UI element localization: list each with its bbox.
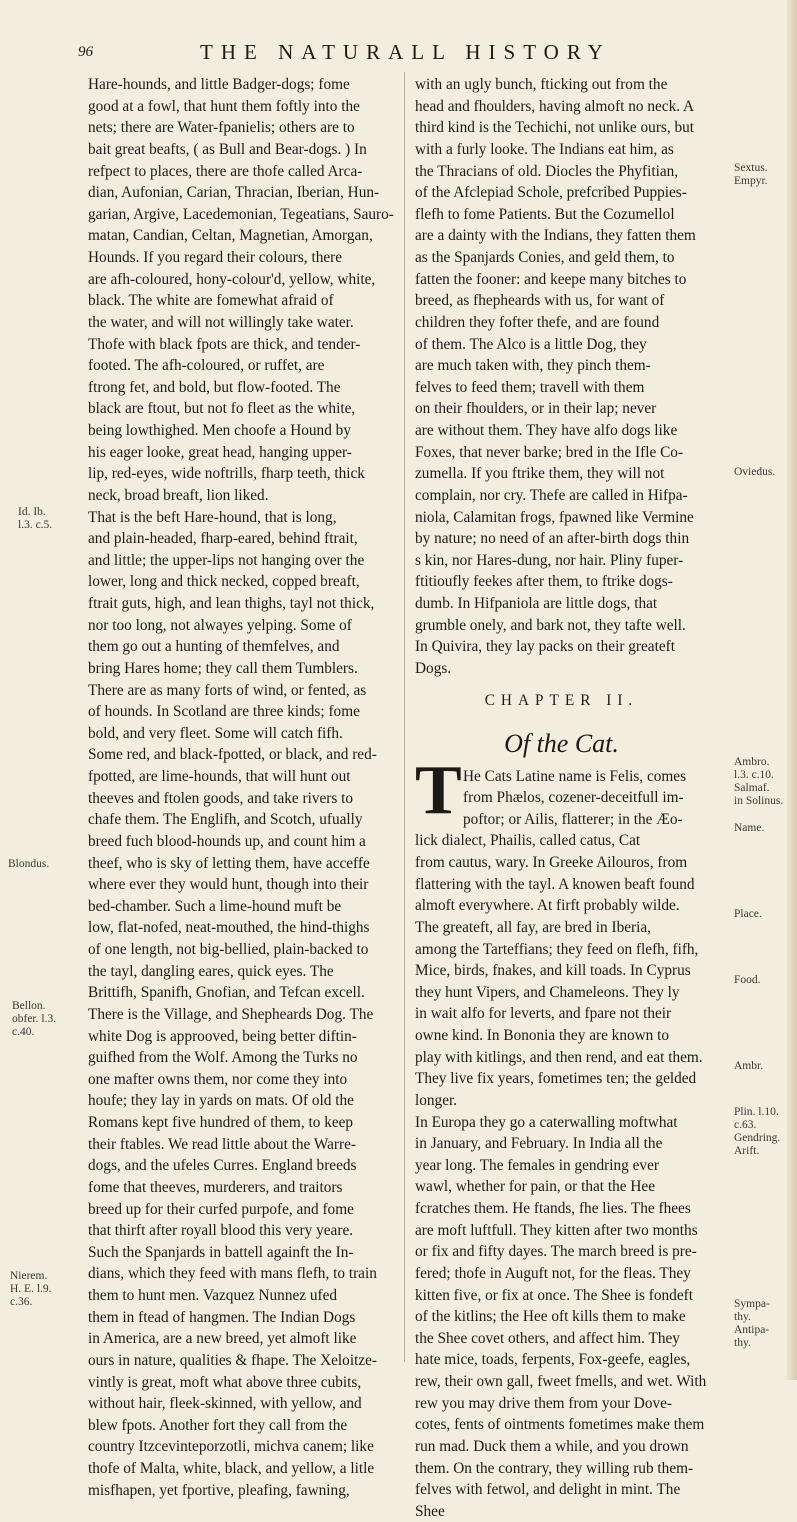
margin-note-left: Id. Ib. l.3. c.5. [18, 506, 53, 531]
text-line: bring Hares home; they call them Tumblers. [88, 659, 358, 677]
text-line: head and fhoulders, having almoft no neck. A [415, 97, 695, 115]
text-line: dian, Aufonian, Carian, Thracian, Iberian, Hun- [88, 184, 380, 202]
left-column [88, 74, 394, 1501]
text-line: chafe them. The Englifh, and Scotch, ufually [88, 811, 363, 829]
text-line: year long. The females in gendring ever [415, 1156, 659, 1174]
text-line: dumb. In Hifpaniola are little dogs, that [415, 595, 658, 612]
text-line: ours in nature, qualities & fhape. The Xeloitze- [88, 1351, 377, 1369]
text-line: There are as many forts of wind, or fented, as [88, 681, 367, 699]
page-edge [787, 0, 797, 1380]
text-line: children they fofter thefe, and are found [415, 313, 660, 331]
text-line: are without them. They have alfo dogs like [415, 422, 678, 439]
text-line: in wait alfo for leverts, and fpare not their [415, 1005, 672, 1023]
margin-note-right: Oviedus. [734, 466, 776, 478]
text-line: Hare-hounds, and little Badger-dogs; fome [88, 76, 350, 93]
text-line: ftrong fet, and bold, but flow-footed. The [88, 378, 341, 396]
text-line: of one length, not big-bellied, plain-backed to [88, 941, 369, 958]
text-line: In Quivira, they lay packs on their greateft [415, 638, 675, 656]
text-line: ftitioufly feekes after them, to ftrike dogs- [415, 573, 673, 591]
text-line: being lowthighed. Men choofe a Hound by [88, 422, 351, 439]
text-line: low, flat-nofed, neat-mouthed, the hind-thighs [88, 919, 370, 937]
text-line: s kin, nor Hares-dung, nor hair. Pliny fuper- [415, 551, 684, 569]
text-line: third kind is the Techichi, not unlike ours, but [415, 119, 695, 137]
text-line: rew you may drive them from your Dove- [415, 1394, 672, 1412]
text-line: thofe of Malta, white, black, and yellow, a litle [88, 1460, 375, 1477]
text-line: ftrait guts, high, and lean thighs, tayl not thick, [88, 595, 375, 612]
text-line: they hunt Vipers, and Chameleons. They ly [415, 983, 680, 1001]
text-line: fered; thofe in Auguft not, for the fleas. They [415, 1264, 691, 1282]
text-line: Such the Spanjards in battell againft the In- [88, 1243, 354, 1261]
text-line: country Itzcevinteporzotli, michva canem; like [88, 1438, 374, 1456]
text-line: footed. The afh-coloured, or ruffet, are [88, 357, 325, 375]
text-line: from cautus, wary. In Greeke Ailouros, from [415, 854, 688, 871]
text-line: They live fix years, fometimes ten; the gelded [415, 1070, 697, 1088]
text-line: Mice, birds, fnakes, and kill toads. In Cyprus [415, 962, 691, 980]
margin-note-right: Ambr. [734, 1060, 764, 1072]
text-line: are moft luftfull. They kitten after two months [415, 1221, 698, 1239]
text-line: lip, red-eyes, wide noftrills, fharp teeth, thick [88, 465, 365, 483]
text-line: bold, and very fleet. Some will catch fifh. [88, 724, 343, 742]
text-line: Brittifh, Spanifh, Gnofian, and Tefcan excell. [88, 984, 365, 1002]
text-line: black are ftout, but not fo fleet as the white, [88, 400, 356, 418]
text-line: them go out a hunting of themfelves, and [88, 638, 340, 656]
text-line: Romans kept five hundred of them, to keep [88, 1114, 354, 1131]
text-line: guifhed from the Wolf. Among the Turks no [88, 1049, 358, 1067]
text-line: them in ftead of hangmen. The Indian Dogs [88, 1308, 356, 1326]
text-line: lower, long and thick necked, copped breaft, [88, 573, 360, 591]
text-line: his eager looke, great head, hanging upper- [88, 443, 352, 461]
margin-note-left: Bellon. obfer. l.3. c.40. [12, 1000, 57, 1038]
text-line: blew fpots. Another fort they call from the [88, 1416, 348, 1434]
text-line: among the Tarteffians; they feed on flefh, fifh, [415, 940, 699, 958]
text-line: garian, Argive, Lacedemonian, Tegeatians, Sauro- [88, 205, 394, 223]
text-line: white Dog is approoved, being better diftin- [88, 1027, 357, 1045]
text-line: of the Afclepiad Schole, prefcribed Puppies- [415, 184, 687, 202]
text-line: flattering with the tayl. A knowen beaft found [415, 875, 695, 893]
text-line: or fix and fifty dayes. The march breed is pre- [415, 1243, 697, 1261]
text-line: breed up for their curfed purpofe, and fome [88, 1200, 354, 1218]
text-line: fatten the fooner: and keepe many bitches to [415, 270, 687, 288]
text-line: that thirft after royall blood this very yeare. [88, 1222, 354, 1240]
page-number: 96 [78, 44, 93, 60]
text-line: the tayl, dangling eares, quick eyes. The [88, 962, 334, 980]
chapter-heading: CHAPTER II. [484, 691, 639, 709]
chapter-subtitle: Of the Cat. [504, 728, 619, 758]
text-line: dians, which they feed with mans flefh, to train [88, 1265, 377, 1283]
text-line: them. On the contrary, they willing rub them- [415, 1459, 694, 1477]
text-line: are a dainty with the Indians, they fatten them [415, 227, 696, 245]
text-line: as the Spanjards Conies, and geld them, to [415, 249, 675, 266]
text-line: are much taken with, they pinch them- [415, 357, 651, 375]
text-line: owne kind. In Bononia they are known to [415, 1027, 670, 1044]
text-line: lick dialect, Phailis, called catus, Cat [415, 832, 641, 850]
text-line: zumella. If you ftrike them, they will not [415, 465, 665, 483]
text-line: Hounds. If you regard their colours, there [88, 249, 343, 266]
text-line: where ever they would hunt, though into their [88, 876, 369, 894]
running-head: THE NATURALL HISTORY [200, 40, 611, 64]
text-line: bait great beafts, ( as Bull and Bear-dogs. ) In [88, 140, 367, 158]
text-line: by nature; no need of an after-birth dogs thin [415, 530, 690, 548]
text-line: wawl, whether for pain, or that the Hee [415, 1178, 655, 1196]
text-line: kitten five, or fix at once. The Shee is fondeft [415, 1286, 693, 1304]
text-line: and little; the upper-lips not hanging over the [88, 551, 365, 569]
text-line: Dogs. [415, 659, 452, 677]
text-line: niola, Calamitan frogs, fpawned like Vermine [415, 508, 694, 526]
text-line: almoft everywhere. At firft probably wilde. [415, 897, 680, 915]
text-line: of them. The Alco is a little Dog, they [415, 335, 647, 353]
text-line: He Cats Latine name is Felis, comes [463, 767, 687, 785]
text-line: fcratches them. He ftands, fhe lies. The fhees [415, 1200, 691, 1217]
text-line: Shee [415, 1502, 445, 1520]
text-line: with an ugly bunch, fticking out from the [415, 76, 668, 93]
text-line: breed, as fhepheards with us, for want of [415, 292, 665, 310]
text-line: fome that theeves, murderers, and traitors [88, 1178, 343, 1196]
text-line: without hair, fleek-skinned, with yellow, and [88, 1395, 362, 1413]
text-line: longer. [415, 1091, 458, 1109]
text-line: felves to feed them; travell with them [415, 378, 645, 396]
text-line: in January, and February. In India all the [415, 1135, 663, 1153]
text-line: the water, and will not willingly take water. [88, 313, 354, 331]
text-line: fpotted, are lime-hounds, that will hunt out [88, 768, 351, 785]
drop-cap: T [415, 752, 462, 829]
text-line: That is the beft Hare-hound, that is long, [88, 508, 337, 526]
margin-note-right: Food. [734, 974, 761, 986]
margin-note-right: Plin. l.10. c.63. Gendring. Arift. [734, 1106, 781, 1157]
text-line: breed fuch blood-hounds up, and count him a [88, 832, 366, 850]
text-line: In Europa they go a caterwalling moftwhat [415, 1113, 678, 1131]
text-line: and plain-headed, fharp-eared, behind ftrait, [88, 530, 358, 548]
text-line: There is the Village, and Shepheards Dog. The [88, 1005, 374, 1023]
text-line: in America, are a new breed, yet almoft like [88, 1330, 357, 1348]
text-line: of hounds. In Scotland are three kinds; fome [88, 703, 360, 721]
margin-note-right: Ambro. l.3. c.10. Salmaf. in Solinus. [734, 756, 784, 807]
margin-note-right: Sympa- thy. Antipa- thy. [734, 1298, 770, 1349]
text-line: vintly is great, moft what above three cubits, [88, 1373, 362, 1391]
text-line: nets; there are Water-fpanielis; others are to [88, 119, 355, 137]
column-rule [404, 72, 405, 1362]
text-line: run mad. Duck them a while, and you drown [415, 1437, 689, 1455]
text-line: cotes, fents of ointments fometimes make them [415, 1416, 705, 1434]
margin-note-right: Name. [734, 822, 765, 834]
text-line: Thofe with black fpots are thick, and tender- [88, 335, 361, 353]
margin-note-left: Blondus. [8, 858, 50, 870]
text-line: grumble onely, and bark not, they tafte well. [415, 616, 686, 634]
text-line: neck, broad breaft, lion liked. [88, 486, 269, 504]
text-line: the Shee covet others, and affect him. They [415, 1329, 680, 1347]
text-line: their ftables. We read little about the Warre- [88, 1135, 356, 1153]
text-line: hate mice, toads, ferpents, Fox-geefe, eagles, [415, 1351, 691, 1369]
text-line: bed-chamber. Such a lime-hound muft be [88, 897, 342, 915]
margin-note-left: Nierem. H. E. l.9. c.36. [10, 1270, 52, 1308]
text-line: rew, their own gall, fweet fmells, and wet. With [415, 1373, 707, 1390]
text-line: play with kitlings, and then rend, and eat them. [415, 1048, 703, 1066]
text-line: good at a fowl, that hunt them foftly into the [88, 97, 360, 115]
text-line: poftor; or Ailis, flatterer; in the Æo- [463, 810, 683, 828]
text-line: matan, Candian, Celtan, Magnetian, Amorgan, [88, 227, 373, 245]
text-line: the Thracians of old. Diocles the Phyfitian, [415, 162, 679, 180]
text-line: nor too long, not alwayes yelping. Some of [88, 616, 352, 634]
text-line: complain, nor cry. Thefe are called in Hifpa- [415, 486, 688, 504]
text-line: of the kitlins; the Hee oft kills them to make [415, 1308, 686, 1326]
text-line: refpect to places, there are thofe called Arca- [88, 162, 363, 180]
text-line: misfhapen, yet fportive, pleafing, fawning, [88, 1481, 350, 1499]
text-line: with a furly looke. The Indians eat him, as [415, 140, 674, 158]
text-line: Some red, and black-fpotted, or black, and red- [88, 746, 377, 764]
text-line: on their fhoulders, or in their lap; never [415, 400, 657, 418]
text-line: theef, who is sky of letting them, have acceffe [88, 854, 370, 872]
text-line: from Phælos, cozener-deceitfull im- [463, 789, 684, 807]
text-line: dogs, and the ufeles Curres. England breeds [88, 1157, 357, 1175]
margin-note-right: Sextus. Empyr. [734, 162, 768, 187]
text-line: theeves and ftolen goods, and take rivers to [88, 789, 354, 807]
text-line: black. The white are fomewhat afraid of [88, 292, 334, 310]
text-line: The greateft, all fay, are bred in Iberia, [415, 918, 651, 936]
text-line: flefh to fome Patients. But the Cozumellol [415, 205, 675, 223]
text-line: one mafter owns them, nor come they into [88, 1070, 348, 1088]
margin-note-right: Place. [734, 908, 762, 920]
text-line: are afh-coloured, hony-colour'd, yellow, white, [88, 270, 376, 288]
text-line: houfe; they lay in yards on mats. Of old the [88, 1092, 354, 1110]
text-line: felves with fetwol, and delight in mint. The [415, 1481, 681, 1499]
text-line: Foxes, that never barke; bred in the Ifle Co- [415, 443, 684, 461]
text-line: them to hunt men. Vazquez Nunnez ufed [88, 1287, 338, 1304]
